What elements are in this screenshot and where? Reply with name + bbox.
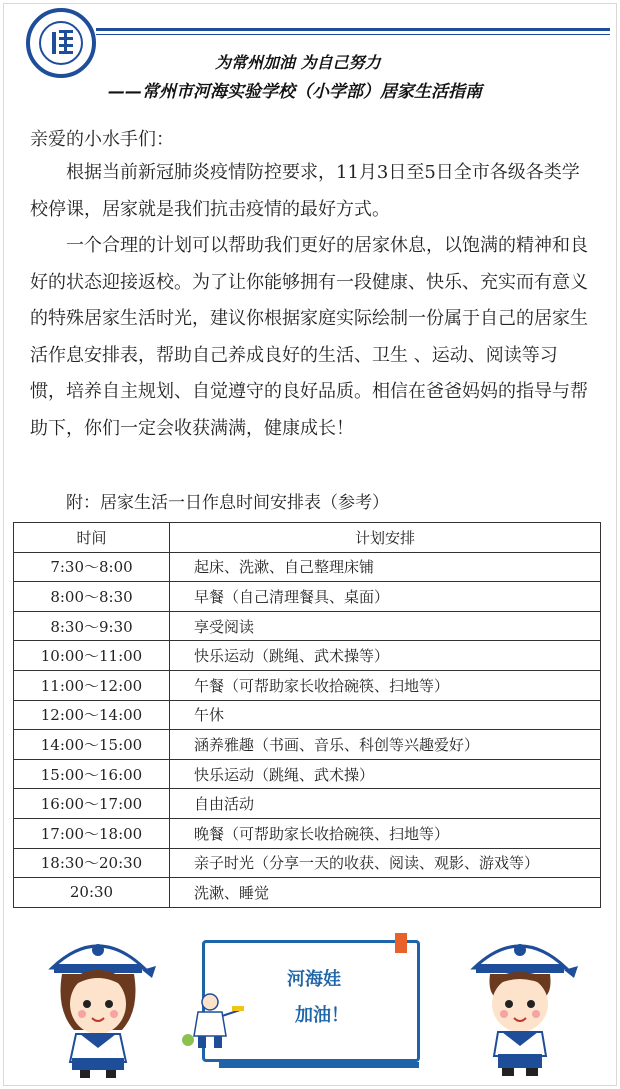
table-row <box>14 700 601 730</box>
table-row <box>14 878 601 908</box>
time-cell: 8:30～9:30 <box>14 611 170 641</box>
time-cell: 12:00～14:00 <box>14 700 170 730</box>
letter-paragraph-2: 一个合理的计划可以帮助我们更好的居家休息，以饱满的精神和良好的状态迎接返校。为了让你能够拥有一段健康、快乐、充实而有意义的特殊居家生活时光，建议你根据家庭实际绘制一份属于自己的居家生活作息安排表，帮助自己养成良好的生活、卫生 、运动、阅读等习惯，培养自主规划、自觉遵守的良好品质。相信在爸爸妈妈的指导与帮助下，你们一定会收获满满，健康成长！ <box>30 235 588 439</box>
time-cell: 14:00～15:00 <box>14 730 170 760</box>
time-cell: 18:30～20:30 <box>14 848 170 878</box>
table-row <box>14 670 601 700</box>
table-row <box>14 552 601 582</box>
plan-cell: 亲子时光（分享一天的收获、阅读、观影、游戏等） <box>170 848 601 878</box>
header-rule <box>96 28 610 31</box>
plan-cell: 快乐运动（跳绳、武术操等） <box>170 641 601 671</box>
column-header-plan: 计划安排 <box>170 523 601 553</box>
time-cell: 8:00～8:30 <box>14 582 170 612</box>
plan-cell: 自由活动 <box>170 789 601 819</box>
sailor-boy-mascot-icon <box>462 930 582 1080</box>
banner-shadow <box>219 1062 419 1068</box>
letter-greeting: 亲爱的小水手们： <box>30 129 174 150</box>
headline-slogan: 为常州加油 为自己努力 <box>215 53 381 72</box>
plan-cell: 快乐运动（跳绳、武术操） <box>170 759 601 789</box>
time-cell: 11:00～12:00 <box>14 670 170 700</box>
table-row <box>14 611 601 641</box>
column-header-time: 时间 <box>14 523 170 553</box>
time-cell: 16:00～17:00 <box>14 789 170 819</box>
plan-cell: 涵养雅趣（书画、音乐、科创等兴趣爱好） <box>170 730 601 760</box>
table-row <box>14 818 601 848</box>
plan-cell: 午休 <box>170 700 601 730</box>
schedule-table <box>13 522 601 908</box>
plan-cell: 享受阅读 <box>170 611 601 641</box>
table-row <box>14 582 601 612</box>
doctor-figure-icon <box>176 990 246 1052</box>
time-cell: 15:00～16:00 <box>14 759 170 789</box>
schedule-caption: 附：居家生活一日作息时间安排表（参考） <box>66 493 389 513</box>
banner-line-1: 河海娃 <box>287 969 341 990</box>
banner-tab <box>395 933 407 953</box>
plan-cell: 午餐（可帮助家长收拾碗筷、扫地等） <box>170 670 601 700</box>
table-row <box>14 730 601 760</box>
plan-cell: 晚餐（可帮助家长收拾碗筷、扫地等） <box>170 818 601 848</box>
table-row <box>14 848 601 878</box>
table-row <box>14 641 601 671</box>
plan-cell: 起床、洗漱、自己整理床铺 <box>170 552 601 582</box>
table-header-row <box>14 523 601 553</box>
school-logo-icon <box>26 8 96 78</box>
sailor-girl-mascot-icon <box>40 930 160 1080</box>
plan-cell: 早餐（自己清理餐具、桌面） <box>170 582 601 612</box>
headline-title: ——常州市河海实验学校（小学部）居家生活指南 <box>108 82 482 102</box>
header-rule-thin <box>96 34 610 35</box>
time-cell: 10:00～11:00 <box>14 641 170 671</box>
time-cell: 7:30～8:00 <box>14 552 170 582</box>
table-row <box>14 759 601 789</box>
table-row <box>14 789 601 819</box>
time-cell: 20:30 <box>14 878 170 908</box>
banner-line-2: 加油！ <box>295 1005 349 1026</box>
time-cell: 17:00～18:00 <box>14 818 170 848</box>
plan-cell: 洗漱、睡觉 <box>170 878 601 908</box>
letter-paragraph-1: 根据当前新冠肺炎疫情防控要求，11月3日至5日全市各级各类学校停课，居家就是我们抗击疫情的最好方式。 <box>30 162 580 220</box>
